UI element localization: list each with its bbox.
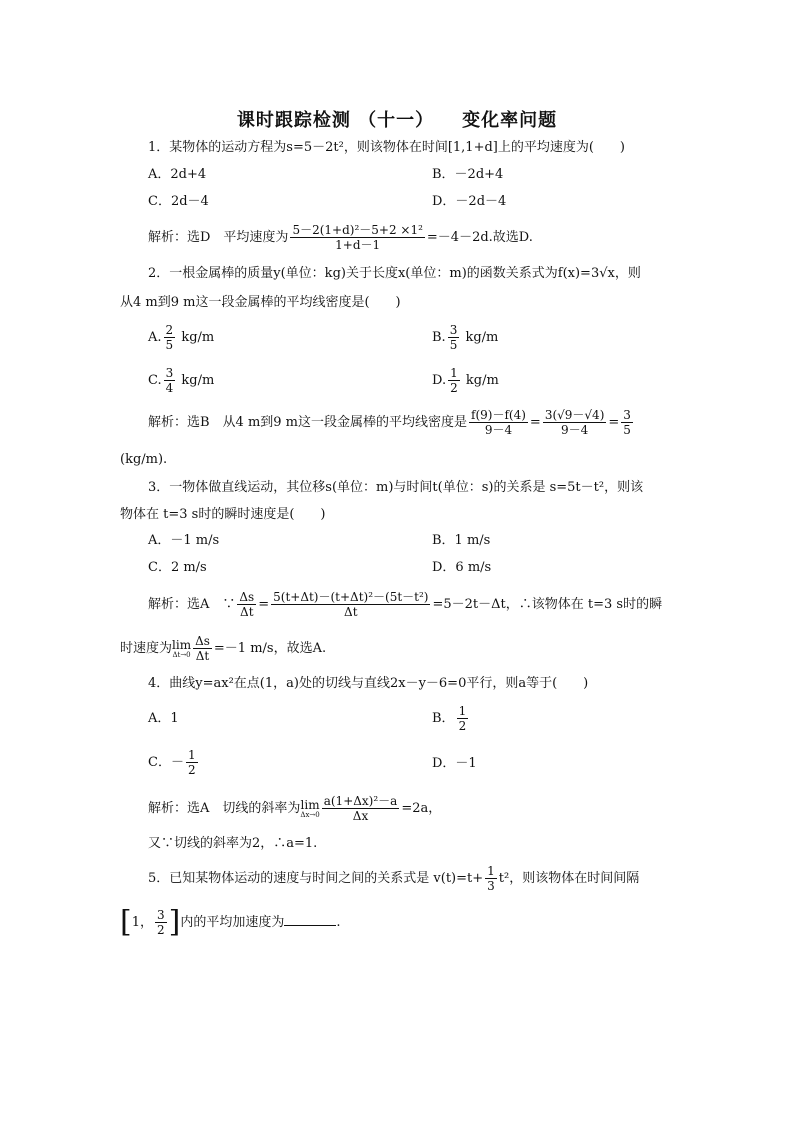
q3-solution: 解析：选A ∵ $\frac{\Delta s}{\Delta t}$ = $\frac{\text{5(t+Δt)－(t+Δt)²－(5t－t²)}}{\Delta t}$ =5－2t－Δt，∴该物体在 t=3 s时的瞬 — [148, 590, 663, 619]
q3-option-c: C．2 m/s — [148, 560, 207, 575]
q2-stem-line2: 从4 m到9 m这一段金属棒的平均线密度是( ) — [120, 295, 401, 310]
q4-option-a: A．1 — [148, 711, 179, 726]
q3-stem-line2: 物体在 t=3 s时的瞬时速度是( ) — [120, 507, 326, 522]
q1-equation: s=5－2t² — [286, 140, 344, 155]
q2-solution: 解析：选B 从4 m到9 m这一段金属棒的平均线密度是 $\frac{f(9)-f(4)}{9-4}$ = $\frac{3(√9-√4)}{9-4}$ = $\frac{3}{5}$ — [148, 408, 631, 437]
q3-solution-line2: 时速度为lim Δt→0 $\frac{\Delta s}{\Delta t}$ =－1 m/s，故选A. — [120, 634, 327, 663]
q3-option-a: A．－1 m/s — [148, 533, 220, 548]
q2-solution-unit: (kg/m). — [120, 452, 168, 467]
q4-solution-line2: 又∵切线的斜率为2，∴a=1. — [148, 836, 318, 851]
q2-option-a: A. $\frac{2}{5}$ kg/m — [148, 323, 215, 352]
q1-stem: 1．某物体的运动方程为s=5－2t²，则该物体在时间[1,1+d]上的平均速度为( ) — [148, 140, 626, 155]
q5-stem-line2: [1， $\frac{3}{2}$ ]内的平均加速度为 . — [120, 904, 341, 940]
q2-option-d: D. $\frac{1}{2}$ kg/m — [432, 366, 499, 395]
answer-blank[interactable] — [284, 913, 336, 926]
q2-stem-line1: 2．一根金属棒的质量y(单位：kg)关于长度x(单位：m)的函数关系式为f(x)=3√x，则 — [148, 266, 641, 281]
q4-option-c: C．－ $\frac{1}{2}$ — [148, 748, 196, 777]
q1-option-a: A．2d+4 — [148, 167, 207, 182]
q4-option-d: D．－1 — [432, 756, 477, 771]
q3-option-d: D．6 m/s — [432, 560, 492, 575]
q3-option-b: B．1 m/s — [432, 533, 491, 548]
q4-stem: 4．曲线y=ax²在点(1，a)处的切线与直线2x－y－6=0平行，则a等于( ) — [148, 676, 589, 691]
q1-option-c: C．2d－4 — [148, 194, 209, 209]
q5-stem: 5．已知某物体运动的速度与时间之间的关系式是 v(t)=t+ $\frac{1}{3}$ t²，则该物体在时间间隔 — [148, 864, 640, 893]
title-topic: 变化率问题 — [462, 110, 558, 131]
q4-option-b: B． $\frac{1}{2}$ — [432, 704, 467, 733]
q1-option-d: D．－2d－4 — [432, 194, 507, 209]
q2-option-c: C. $\frac{3}{4}$ kg/m — [148, 366, 215, 395]
page-title — [0, 106, 794, 132]
q2-option-b: B. $\frac{3}{5}$ kg/m — [432, 323, 499, 352]
q1-solution-fraction: $\frac{\text{5－2(1+d)²－5+2 ×1²}}{1+d-1}$ — [292, 223, 423, 252]
q1-option-b: B．－2d+4 — [432, 167, 504, 182]
q4-solution: 解析：选A 切线的斜率为lim Δx→0 $\frac{\text{a(1+Δx)²－a}}{\Delta x}$ =2a， — [148, 794, 442, 823]
q1-solution: 解析：选D 平均速度为 $\frac{\text{5－2(1+d)²－5+2 ×1²}}{1+d-1}$ =－4－2d.故选D. — [148, 223, 533, 252]
q3-stem-line1: 3．一物体做直线运动，其位移s(单位：m)与时间t(单位：s)的关系是 s=5t－t²，则该 — [148, 480, 644, 495]
title-main: 课时跟踪检测 （十一） — [236, 110, 435, 131]
